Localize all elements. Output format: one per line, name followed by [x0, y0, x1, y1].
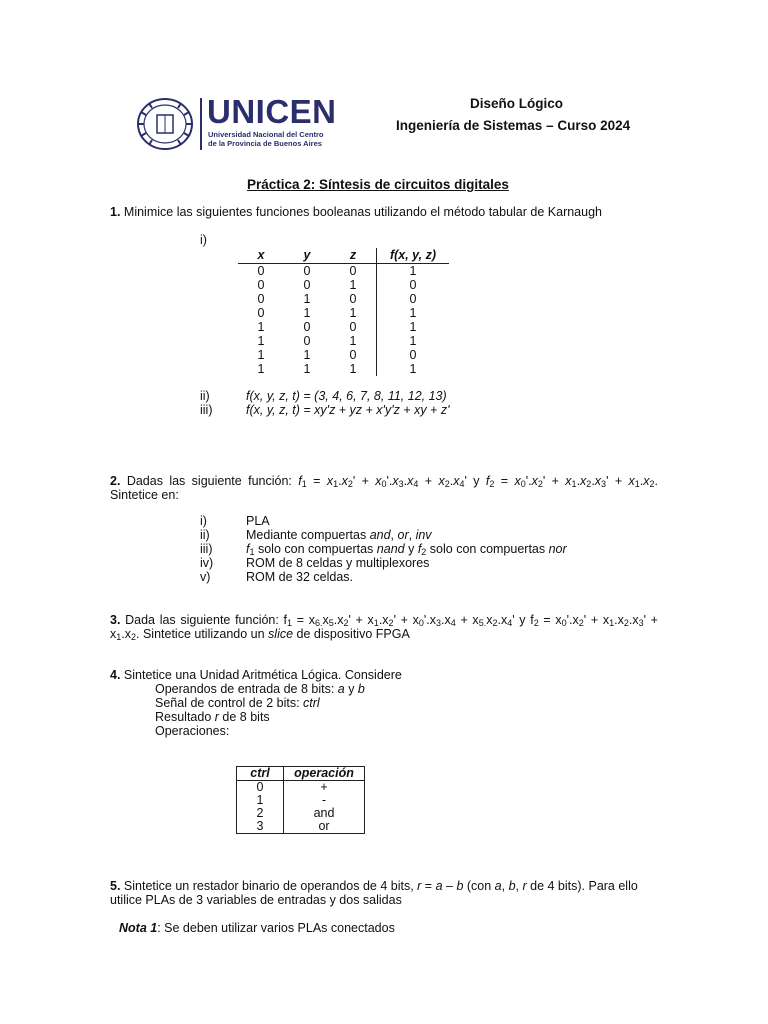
q2-option-label: v): [200, 570, 211, 584]
truth-table-cell: 0: [303, 320, 311, 334]
truth-table-cell: 1: [257, 320, 265, 334]
truth-table-cell: 0: [349, 264, 357, 278]
truth-table-cell: 1: [349, 362, 357, 376]
truth-table-row: [238, 306, 449, 320]
truth-table-row: [238, 278, 449, 292]
question-5: 5. Sintetice un restador binario de operandos de 4 bits, r = a – b (con a, b, r de 4 bits). Para ello: [110, 879, 638, 893]
ops-table-cell: +: [284, 781, 365, 795]
q2-option-text: $f_1$ solo con compuertas nand y $f_2$ solo con compuertas nor: [246, 542, 567, 557]
truth-table-cell: 1: [377, 320, 450, 334]
truth-table-cell: 0: [303, 278, 311, 292]
ops-table-row: [237, 781, 365, 795]
truth-table-cell: 0: [349, 292, 357, 306]
logo-subtitle: Universidad Nacional del Centro de la Provincia de Buenos Aires: [208, 130, 324, 148]
question-3: 3. Dada las siguiente función: $f_1 = x_{6.}x_5.x_2' + x_1.x_2' + x_0'.x_3.x_4 + x_{5.}x_2.x_4'$ y $f_2 = x_0'.x_2' + x_1.x_2.x_3'$ +: [110, 613, 658, 628]
ops-table-cell: 3: [237, 820, 284, 834]
truth-table-row: [238, 264, 449, 279]
ops-table-cell: -: [284, 794, 365, 807]
truth-table-cell: 1: [257, 362, 265, 376]
alu-operations-table: [236, 766, 365, 834]
q2-option-text: Mediante compuertas and, or, inv: [246, 528, 432, 542]
course-name: Diseño Lógico: [470, 96, 564, 111]
page-title: Práctica 2: Síntesis de circuitos digitales: [247, 177, 509, 192]
truth-table-cell: 1: [303, 348, 311, 362]
q2-option-text: ROM de 32 celdas.: [246, 570, 353, 584]
truth-table-cell: 1: [349, 278, 357, 292]
ops-table-row: [237, 820, 365, 834]
ops-table-cell: 1: [237, 794, 284, 807]
truth-table-cell: 1: [257, 334, 265, 348]
q4-item: Resultado r de 8 bits: [155, 710, 270, 724]
truth-table-cell: 1: [377, 306, 450, 320]
question-1: 1. Minimice las siguientes funciones booleanas utilizando el método tabular de Karnaugh: [110, 205, 602, 219]
truth-table-cell: 0: [377, 278, 450, 292]
q2-option-label: i): [200, 514, 207, 528]
truth-table-cell: 0: [377, 292, 450, 306]
ops-table-cell: and: [284, 807, 365, 820]
truth-table-cell: 1: [349, 306, 357, 320]
truth-table-cell: 1: [377, 264, 450, 279]
truth-table-cell: 1: [349, 334, 357, 348]
q1-item-ii-formula: f(x, y, z, t) = (3, 4, 6, 7, 8, 11, 12, 13): [246, 389, 447, 403]
question-2-line2: Sintetice en:: [110, 488, 179, 502]
truth-table-cell: 1: [377, 334, 450, 348]
ops-table-header: operación: [284, 767, 365, 781]
ops-table-cell: 2: [237, 807, 284, 820]
q1-item-iii-formula: f(x, y, z, t) = xy'z + yz + x'y'z + xy + z': [246, 403, 450, 417]
truth-table-cell: 0: [377, 348, 450, 362]
q2-option-text: ROM de 8 celdas y multiplexores: [246, 556, 430, 570]
note-1: Nota 1: Se deben utilizar varios PLAs conectados: [119, 921, 395, 935]
q1-item-i-label: i): [200, 233, 207, 247]
truth-table-cell: 0: [257, 292, 265, 306]
truth-table-row: [238, 334, 449, 348]
logo-separator: [200, 98, 202, 150]
truth-table-cell: 1: [377, 362, 450, 376]
question-5-line2: utilice PLAs de 3 variables de entradas y dos salidas: [110, 893, 402, 907]
truth-table-cell: 0: [257, 306, 265, 320]
q2-option-label: ii): [200, 528, 210, 542]
truth-table: [238, 248, 449, 376]
q4-item: Operandos de entrada de 8 bits: a y b: [155, 682, 365, 696]
program-name: Ingeniería de Sistemas – Curso 2024: [396, 118, 631, 133]
truth-table-cell: 0: [257, 278, 265, 292]
truth-table-header: y: [284, 248, 330, 264]
question-4: 4. Sintetice una Unidad Aritmética Lógica. Considere: [110, 668, 402, 682]
question-3-line2: $x_1.x_2$. Sintetice utilizando un slice de dispositivo FPGA: [110, 627, 410, 642]
truth-table-cell: 0: [303, 334, 311, 348]
truth-table-header: f(x, y, z): [377, 248, 450, 264]
truth-table-cell: 0: [303, 264, 311, 278]
q4-item: Señal de control de 2 bits: ctrl: [155, 696, 320, 710]
logo-wordmark: UNICEN: [207, 93, 337, 130]
q1-item-iii-label: iii): [200, 403, 213, 417]
question-2: 2. Dadas las siguiente función: $f_1 = x_1.x_2' + x_0'.x_3.x_4 + x_2.x_4'$ y $f_2 = x_0'.x_2' + x_1.x_2.x_3' + x_1.x_2$.: [110, 474, 659, 489]
q4-item: Operaciones:: [155, 724, 230, 738]
ops-table-row: [237, 794, 365, 807]
truth-table-cell: 1: [303, 292, 311, 306]
truth-table-cell: 0: [257, 264, 265, 278]
q2-option-label: iv): [200, 556, 214, 570]
truth-table-row: [238, 292, 449, 306]
ops-table-row: [237, 807, 365, 820]
truth-table-cell: 1: [257, 348, 265, 362]
q2-option-label: iii): [200, 542, 213, 556]
truth-table-cell: 1: [303, 362, 311, 376]
truth-table-row: [238, 320, 449, 334]
ops-table-header: ctrl: [237, 767, 284, 781]
truth-table-cell: 0: [349, 348, 357, 362]
q1-item-ii-label: ii): [200, 389, 210, 403]
ops-table-cell: or: [284, 820, 365, 834]
truth-table-row: [238, 362, 449, 376]
truth-table-cell: 0: [349, 320, 357, 334]
truth-table-header: x: [238, 248, 284, 264]
university-seal-logo: [136, 97, 194, 151]
truth-table-header: z: [330, 248, 377, 264]
truth-table-row: [238, 348, 449, 362]
q2-option-text: PLA: [246, 514, 270, 528]
truth-table-cell: 1: [303, 306, 311, 320]
ops-table-cell: 0: [237, 781, 284, 795]
